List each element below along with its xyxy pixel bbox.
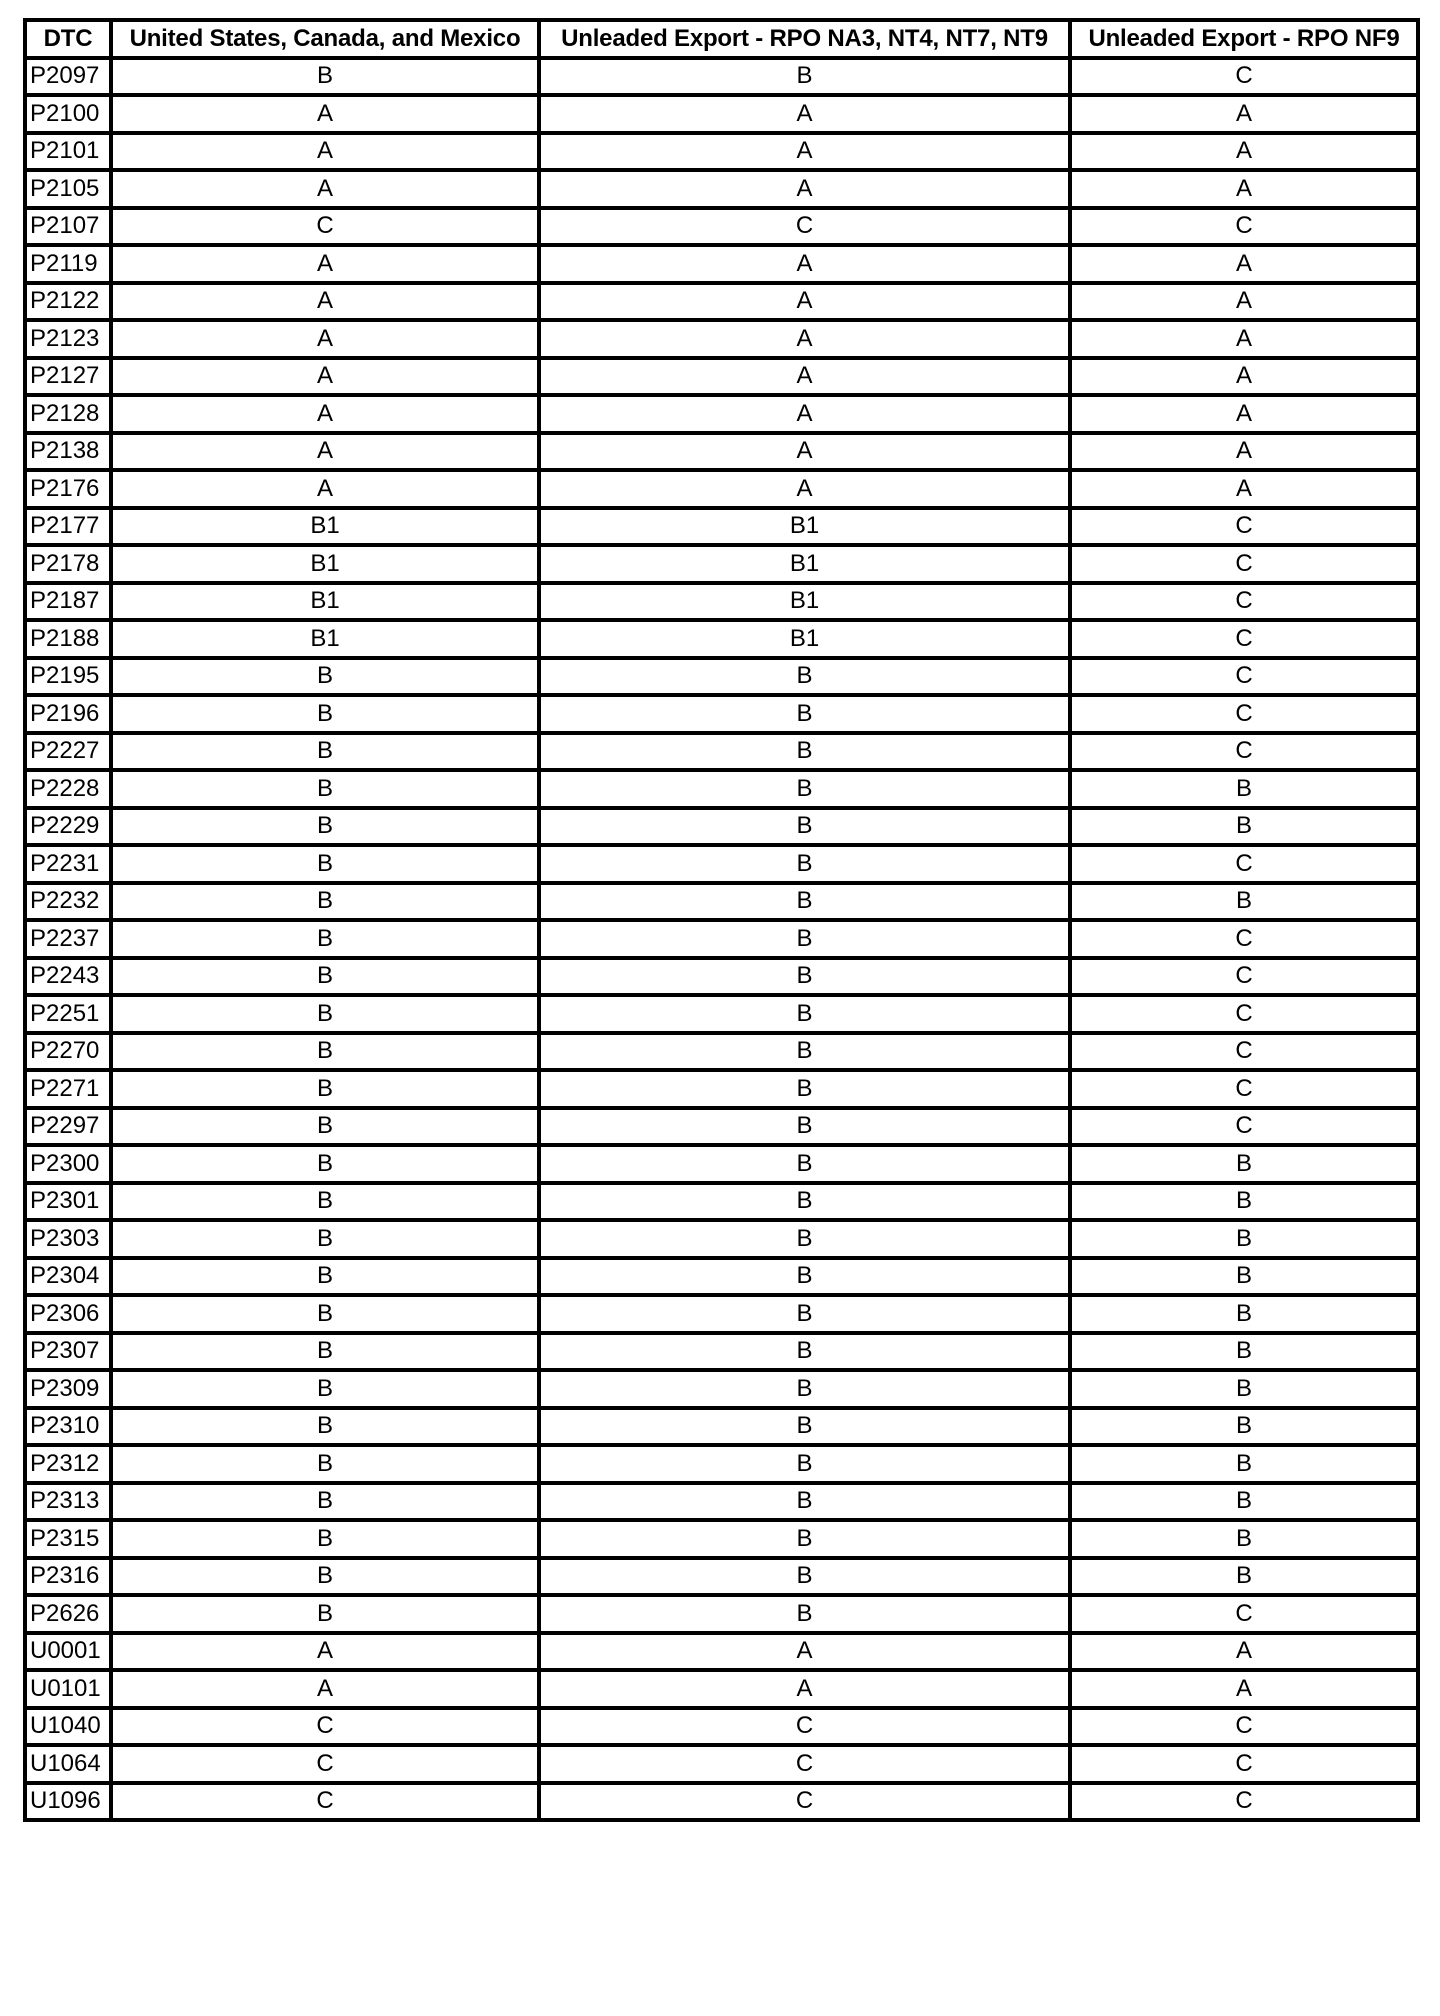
table-row [25, 695, 1418, 733]
us-canada-mexico-cell: B [111, 1520, 539, 1558]
us-canada-mexico-cell: B [111, 958, 539, 996]
table-row [25, 1633, 1418, 1671]
unleaded-export-nf9-cell: C [1070, 1708, 1418, 1746]
table-row [25, 1070, 1418, 1108]
dtc-code-cell: P2196 [25, 695, 111, 733]
table-row [25, 545, 1418, 583]
unleaded-export-nf9-cell: B [1070, 1558, 1418, 1596]
dtc-code-cell: P2237 [25, 920, 111, 958]
dtc-code-cell: P2107 [25, 208, 111, 246]
table-row [25, 358, 1418, 396]
unleaded-export-na3-cell: A [539, 358, 1070, 396]
unleaded-export-nf9-cell: B [1070, 1333, 1418, 1371]
unleaded-export-nf9-cell: A [1070, 1670, 1418, 1708]
dtc-code-cell: U1064 [25, 1745, 111, 1783]
unleaded-export-na3-cell: B [539, 1258, 1070, 1296]
dtc-code-cell: P2307 [25, 1333, 111, 1371]
us-canada-mexico-cell: B [111, 1483, 539, 1521]
unleaded-export-na3-cell: B [539, 1558, 1070, 1596]
table-row [25, 208, 1418, 246]
unleaded-export-na3-cell: A [539, 170, 1070, 208]
dtc-code-cell: P2303 [25, 1220, 111, 1258]
unleaded-export-nf9-cell: B [1070, 883, 1418, 921]
table-row [25, 1670, 1418, 1708]
us-canada-mexico-cell: B [111, 1258, 539, 1296]
dtc-code-cell: P2123 [25, 320, 111, 358]
dtc-code-cell: P2195 [25, 658, 111, 696]
unleaded-export-nf9-cell: A [1070, 470, 1418, 508]
dtc-code-cell: P2122 [25, 283, 111, 321]
unleaded-export-nf9-cell: C [1070, 1783, 1418, 1821]
table-row [25, 1708, 1418, 1746]
dtc-code-cell: P2119 [25, 245, 111, 283]
unleaded-export-na3-cell: B [539, 1108, 1070, 1146]
dtc-code-cell: P2228 [25, 770, 111, 808]
us-canada-mexico-cell: B [111, 1295, 539, 1333]
unleaded-export-nf9-cell: A [1070, 170, 1418, 208]
us-canada-mexico-cell: B [111, 1333, 539, 1371]
table-row [25, 1145, 1418, 1183]
us-canada-mexico-cell: B1 [111, 545, 539, 583]
unleaded-export-na3-cell: B [539, 1183, 1070, 1221]
table-row [25, 958, 1418, 996]
dtc-code-cell: P2176 [25, 470, 111, 508]
us-canada-mexico-cell: A [111, 470, 539, 508]
us-canada-mexico-cell: A [111, 1670, 539, 1708]
us-canada-mexico-cell: B [111, 1183, 539, 1221]
unleaded-export-nf9-cell: A [1070, 320, 1418, 358]
us-canada-mexico-cell: C [111, 208, 539, 246]
dtc-code-cell: P2229 [25, 808, 111, 846]
table-row [25, 1370, 1418, 1408]
table-row [25, 1033, 1418, 1071]
unleaded-export-nf9-cell: B [1070, 1445, 1418, 1483]
us-canada-mexico-cell: B [111, 1145, 539, 1183]
us-canada-mexico-cell: A [111, 283, 539, 321]
table-row [25, 470, 1418, 508]
dtc-code-cell: P2313 [25, 1483, 111, 1521]
us-canada-mexico-cell: A [111, 320, 539, 358]
unleaded-export-na3-cell: B [539, 658, 1070, 696]
dtc-code-cell: P2127 [25, 358, 111, 396]
dtc-code-cell: P2232 [25, 883, 111, 921]
unleaded-export-na3-cell: B [539, 695, 1070, 733]
table-row [25, 1445, 1418, 1483]
us-canada-mexico-cell: B [111, 1408, 539, 1446]
dtc-code-cell: P2270 [25, 1033, 111, 1071]
table-row [25, 1333, 1418, 1371]
unleaded-export-na3-cell: B [539, 995, 1070, 1033]
unleaded-export-nf9-cell: B [1070, 1520, 1418, 1558]
dtc-code-cell: P2231 [25, 845, 111, 883]
unleaded-export-na3-cell: B [539, 1408, 1070, 1446]
header-unleaded-export-nf9: Unleaded Export - RPO NF9 [1070, 20, 1418, 58]
dtc-code-cell: P2101 [25, 133, 111, 171]
table-row [25, 733, 1418, 771]
us-canada-mexico-cell: C [111, 1745, 539, 1783]
table-row [25, 283, 1418, 321]
dtc-code-cell: P2187 [25, 583, 111, 621]
table-row [25, 95, 1418, 133]
dtc-code-cell: P2315 [25, 1520, 111, 1558]
unleaded-export-nf9-cell: C [1070, 1745, 1418, 1783]
us-canada-mexico-cell: A [111, 395, 539, 433]
table-row [25, 770, 1418, 808]
unleaded-export-nf9-cell: C [1070, 958, 1418, 996]
unleaded-export-nf9-cell: C [1070, 545, 1418, 583]
unleaded-export-nf9-cell: A [1070, 133, 1418, 171]
dtc-code-cell: P2105 [25, 170, 111, 208]
table-row [25, 1258, 1418, 1296]
header-unleaded-export-na3: Unleaded Export - RPO NA3, NT4, NT7, NT9 [539, 20, 1070, 58]
unleaded-export-na3-cell: A [539, 1633, 1070, 1671]
us-canada-mexico-cell: B [111, 1033, 539, 1071]
unleaded-export-nf9-cell: C [1070, 208, 1418, 246]
table-row [25, 658, 1418, 696]
unleaded-export-na3-cell: B [539, 958, 1070, 996]
table-row [25, 170, 1418, 208]
table-header [25, 20, 1418, 58]
dtc-code-cell: P2100 [25, 95, 111, 133]
unleaded-export-na3-cell: A [539, 395, 1070, 433]
us-canada-mexico-cell: B1 [111, 620, 539, 658]
unleaded-export-na3-cell: A [539, 320, 1070, 358]
dtc-code-cell: P2316 [25, 1558, 111, 1596]
dtc-code-cell: P2177 [25, 508, 111, 546]
dtc-code-cell: P2227 [25, 733, 111, 771]
unleaded-export-nf9-cell: A [1070, 1633, 1418, 1671]
unleaded-export-na3-cell: B [539, 770, 1070, 808]
table-row [25, 433, 1418, 471]
unleaded-export-nf9-cell: B [1070, 1220, 1418, 1258]
dtc-code-cell: P2243 [25, 958, 111, 996]
us-canada-mexico-cell: B [111, 733, 539, 771]
unleaded-export-nf9-cell: B [1070, 1483, 1418, 1521]
table-row [25, 1108, 1418, 1146]
us-canada-mexico-cell: B [111, 770, 539, 808]
dtc-code-cell: P2297 [25, 1108, 111, 1146]
table-row [25, 883, 1418, 921]
unleaded-export-na3-cell: C [539, 1783, 1070, 1821]
header-us-canada-mexico: United States, Canada, and Mexico [111, 20, 539, 58]
unleaded-export-nf9-cell: C [1070, 583, 1418, 621]
unleaded-export-nf9-cell: A [1070, 358, 1418, 396]
unleaded-export-na3-cell: C [539, 1708, 1070, 1746]
table-body [25, 58, 1418, 1821]
us-canada-mexico-cell: B [111, 695, 539, 733]
unleaded-export-nf9-cell: C [1070, 658, 1418, 696]
us-canada-mexico-cell: B [111, 1370, 539, 1408]
unleaded-export-nf9-cell: C [1070, 508, 1418, 546]
table-row [25, 508, 1418, 546]
us-canada-mexico-cell: B [111, 920, 539, 958]
unleaded-export-nf9-cell: C [1070, 1070, 1418, 1108]
us-canada-mexico-cell: B [111, 1445, 539, 1483]
unleaded-export-na3-cell: B [539, 1333, 1070, 1371]
dtc-code-cell: P2251 [25, 995, 111, 1033]
us-canada-mexico-cell: B [111, 1070, 539, 1108]
us-canada-mexico-cell: B [111, 1558, 539, 1596]
dtc-code-cell: U1096 [25, 1783, 111, 1821]
unleaded-export-nf9-cell: A [1070, 433, 1418, 471]
dtc-code-cell: P2128 [25, 395, 111, 433]
unleaded-export-nf9-cell: A [1070, 395, 1418, 433]
dtc-code-cell: P2188 [25, 620, 111, 658]
dtc-table [23, 18, 1420, 1822]
us-canada-mexico-cell: B [111, 845, 539, 883]
table-row [25, 58, 1418, 96]
unleaded-export-na3-cell: B [539, 1070, 1070, 1108]
us-canada-mexico-cell: B [111, 658, 539, 696]
us-canada-mexico-cell: B1 [111, 508, 539, 546]
dtc-code-cell: P2310 [25, 1408, 111, 1446]
us-canada-mexico-cell: B [111, 883, 539, 921]
table-row [25, 920, 1418, 958]
us-canada-mexico-cell: A [111, 1633, 539, 1671]
table-row [25, 808, 1418, 846]
table-row [25, 995, 1418, 1033]
us-canada-mexico-cell: C [111, 1708, 539, 1746]
unleaded-export-nf9-cell: C [1070, 695, 1418, 733]
us-canada-mexico-cell: A [111, 245, 539, 283]
unleaded-export-nf9-cell: B [1070, 1370, 1418, 1408]
dtc-code-cell: U0001 [25, 1633, 111, 1671]
unleaded-export-nf9-cell: B [1070, 808, 1418, 846]
unleaded-export-nf9-cell: B [1070, 1258, 1418, 1296]
unleaded-export-na3-cell: A [539, 245, 1070, 283]
table-row [25, 1220, 1418, 1258]
dtc-code-cell: P2097 [25, 58, 111, 96]
unleaded-export-na3-cell: B [539, 1520, 1070, 1558]
unleaded-export-nf9-cell: A [1070, 245, 1418, 283]
unleaded-export-na3-cell: A [539, 95, 1070, 133]
table-row [25, 1745, 1418, 1783]
table-row [25, 1483, 1418, 1521]
table-row [25, 1783, 1418, 1821]
unleaded-export-nf9-cell: B [1070, 1183, 1418, 1221]
table-row [25, 1183, 1418, 1221]
unleaded-export-nf9-cell: C [1070, 733, 1418, 771]
us-canada-mexico-cell: A [111, 95, 539, 133]
unleaded-export-na3-cell: B [539, 1595, 1070, 1633]
dtc-code-cell: P2309 [25, 1370, 111, 1408]
dtc-code-cell: P2300 [25, 1145, 111, 1183]
table-row [25, 583, 1418, 621]
us-canada-mexico-cell: A [111, 133, 539, 171]
unleaded-export-nf9-cell: C [1070, 1033, 1418, 1071]
unleaded-export-nf9-cell: B [1070, 770, 1418, 808]
unleaded-export-na3-cell: B [539, 1483, 1070, 1521]
unleaded-export-na3-cell: B [539, 1220, 1070, 1258]
unleaded-export-nf9-cell: C [1070, 845, 1418, 883]
unleaded-export-nf9-cell: C [1070, 620, 1418, 658]
header-dtc: DTC [25, 20, 111, 58]
us-canada-mexico-cell: B [111, 1108, 539, 1146]
unleaded-export-nf9-cell: C [1070, 920, 1418, 958]
us-canada-mexico-cell: B [111, 1595, 539, 1633]
unleaded-export-na3-cell: C [539, 1745, 1070, 1783]
unleaded-export-na3-cell: C [539, 208, 1070, 246]
unleaded-export-na3-cell: B1 [539, 545, 1070, 583]
unleaded-export-na3-cell: A [539, 283, 1070, 321]
us-canada-mexico-cell: B [111, 808, 539, 846]
unleaded-export-nf9-cell: C [1070, 58, 1418, 96]
unleaded-export-na3-cell: B [539, 1295, 1070, 1333]
unleaded-export-nf9-cell: A [1070, 283, 1418, 321]
unleaded-export-na3-cell: A [539, 133, 1070, 171]
unleaded-export-na3-cell: B [539, 1033, 1070, 1071]
us-canada-mexico-cell: A [111, 433, 539, 471]
table-row [25, 1408, 1418, 1446]
unleaded-export-na3-cell: B [539, 808, 1070, 846]
unleaded-export-nf9-cell: C [1070, 995, 1418, 1033]
unleaded-export-na3-cell: B [539, 58, 1070, 96]
unleaded-export-nf9-cell: B [1070, 1145, 1418, 1183]
us-canada-mexico-cell: B [111, 58, 539, 96]
table-row [25, 133, 1418, 171]
dtc-code-cell: P2138 [25, 433, 111, 471]
us-canada-mexico-cell: A [111, 358, 539, 396]
unleaded-export-na3-cell: A [539, 433, 1070, 471]
table-row [25, 395, 1418, 433]
table-row [25, 620, 1418, 658]
dtc-code-cell: P2271 [25, 1070, 111, 1108]
dtc-code-cell: U0101 [25, 1670, 111, 1708]
unleaded-export-na3-cell: B1 [539, 620, 1070, 658]
table-row [25, 320, 1418, 358]
dtc-code-cell: P2306 [25, 1295, 111, 1333]
unleaded-export-nf9-cell: B [1070, 1408, 1418, 1446]
table-row [25, 1520, 1418, 1558]
table-row [25, 1558, 1418, 1596]
us-canada-mexico-cell: A [111, 170, 539, 208]
unleaded-export-na3-cell: A [539, 1670, 1070, 1708]
table-row [25, 245, 1418, 283]
dtc-code-cell: P2304 [25, 1258, 111, 1296]
unleaded-export-na3-cell: B [539, 883, 1070, 921]
us-canada-mexico-cell: B [111, 1220, 539, 1258]
unleaded-export-nf9-cell: B [1070, 1295, 1418, 1333]
dtc-code-cell: U1040 [25, 1708, 111, 1746]
dtc-code-cell: P2301 [25, 1183, 111, 1221]
unleaded-export-na3-cell: B [539, 1145, 1070, 1183]
dtc-code-cell: P2626 [25, 1595, 111, 1633]
unleaded-export-na3-cell: B1 [539, 508, 1070, 546]
unleaded-export-na3-cell: B [539, 1370, 1070, 1408]
table-row [25, 845, 1418, 883]
table-row [25, 1295, 1418, 1333]
unleaded-export-na3-cell: B [539, 733, 1070, 771]
unleaded-export-na3-cell: B [539, 920, 1070, 958]
us-canada-mexico-cell: C [111, 1783, 539, 1821]
unleaded-export-nf9-cell: C [1070, 1108, 1418, 1146]
us-canada-mexico-cell: B [111, 995, 539, 1033]
us-canada-mexico-cell: B1 [111, 583, 539, 621]
unleaded-export-na3-cell: B1 [539, 583, 1070, 621]
unleaded-export-na3-cell: A [539, 470, 1070, 508]
unleaded-export-na3-cell: B [539, 1445, 1070, 1483]
dtc-code-cell: P2312 [25, 1445, 111, 1483]
dtc-code-cell: P2178 [25, 545, 111, 583]
unleaded-export-na3-cell: B [539, 845, 1070, 883]
table-row [25, 1595, 1418, 1633]
unleaded-export-nf9-cell: A [1070, 95, 1418, 133]
header-row [25, 20, 1418, 58]
unleaded-export-nf9-cell: C [1070, 1595, 1418, 1633]
